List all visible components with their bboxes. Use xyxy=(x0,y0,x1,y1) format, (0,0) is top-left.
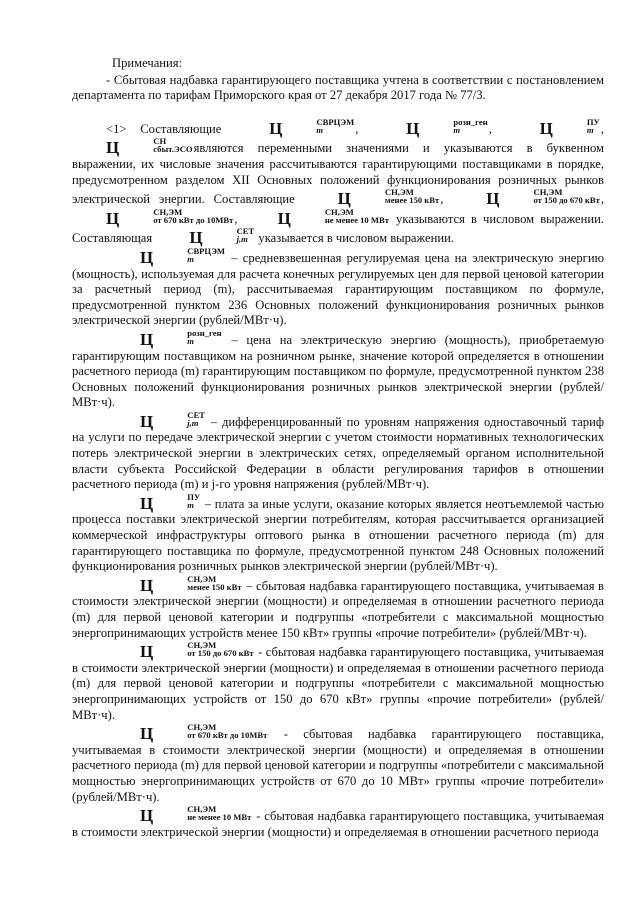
symbol-c-150-to-670: Ц СН,ЭМ от 150 до 670 кВт xyxy=(140,640,254,662)
symbol-c-svrcem: Ц СВРЦЭМ m xyxy=(140,245,226,267)
footnote-number: <1> Составляющие xyxy=(106,121,222,136)
definition-set: Ц СЕТ j,m – дифференцированный по уровням напряжения одноставочный тариф на услуги по передаче электрической энергии с учетом стоимости нормативных технологических потерь электрической энергии в электрических сетях, определяемый органом исполнительной власти субъекта Российской Федерации в области регулирования тарифов в отношении расчетного периода (m) и j-го уровня напряжения (рублей/МВт·ч). xyxy=(72,409,604,492)
symbol-c-not-less-10: Ц СН,ЭМ не менее 10 МВт xyxy=(140,804,252,826)
symbol-c-set: Ц СЕТ j,m xyxy=(189,226,255,248)
symbol-c-670-to-10: Ц СН,ЭМ от 670 кВт до 10МВт xyxy=(140,722,268,744)
definition-less-150: Ц СН,ЭМ менее 150 кВт – сбытовая надбавка гарантирующего поставщика, учитываемая в стоимости электрической энергии (мощности) и определяемая в отношении расчетного периода (m) для первой ценовой категории и подгруппы «потребители с максимальной мощностью энергопринимающих устройств менее 150 кВт» группы «прочие потребители» (рублей/МВт·ч). xyxy=(72,573,604,640)
symbol-c-set: Ц СЕТ j,m xyxy=(140,409,205,431)
symbol-c-rozn-gen: Ц розн_ген m xyxy=(406,116,488,138)
notes-title: Примечания: xyxy=(112,56,183,70)
notes-item-1: - Сбытовая надбавка гарантирующего поставщика учтена в соответствии с постановлением департамента по тарифам Приморского края от 27 декабря 2017 года № 77/3. xyxy=(72,72,604,103)
definition-670-to-10: Ц СН,ЭМ от 670 кВт до 10МВт - сбытовая надбавка гарантирующего поставщика, учитываемая в стоимости электрической энергии (мощности) и определяемая в отношении расчетного периода (m) для первой ценовой категории и подгруппы «потребители с максимальной мощностью энергопринимающих устройств от 670 до 10 МВт» группы «прочие потребители» (рублей/МВт·ч). xyxy=(72,722,604,804)
symbol-c-pu: Ц ПУ m xyxy=(539,116,600,138)
symbol-c-svrcem: Ц СВРЦЭМ m xyxy=(269,116,355,138)
symbol-c-less-150: Ц СН,ЭМ менее 150 кВт xyxy=(140,573,242,595)
definition-150-to-670: Ц СН,ЭМ от 150 до 670 кВт - сбытовая надбавка гарантирующего поставщика, учитываемая в стоимости электрической энергии (мощности) и определяемая в отношении расчетного периода (m) для первой ценовой категории и подгруппы «потребители с максимальной мощностью энергопринимающих устройств от 150 до 670 кВт» группы «прочие потребители» (рублей/МВт·ч). xyxy=(72,640,604,722)
symbol-c-150-to-670: Ц СН,ЭМ от 150 до 670 кВт xyxy=(486,187,600,209)
symbol-c-not-less-10: Ц СН,ЭМ не менее 10 МВт xyxy=(277,206,389,228)
symbol-c-pu: Ц ПУ m xyxy=(140,491,201,513)
symbol-c-less-150: Ц СН,ЭМ менее 150 кВт xyxy=(337,187,440,209)
symbol-c-670-to-10: Ц СН,ЭМ от 670 кВт до 10МВт xyxy=(106,206,234,228)
definition-svrcem: Ц СВРЦЭМ m – средневзвешенная регулируемая цена на электрическую энергию (мощность), используемая для расчета конечных регулируемых цен для первой ценовой категории за расчетный период (m), рассчитываемая гарантирующим поставщиком по формуле, предусмотренной пунктом 236 Основных положений функционирования розничных рынков электрической энергии (рублей/МВт·ч). xyxy=(72,245,604,328)
definition-pu: Ц ПУ m – плата за иные услуги, оказание которых является неотъемлемой частью процесса поставки электрической энергии потребителям, которая рассчитывается организацией коммерческой инфраструктуры оптового рынка в отношении расчетного периода (m) для гарантирующего поставщика по формуле, предусмотренной пунктом 248 Основных положений функционирования розничных рынков электрической энергии (рублей/МВт·ч). xyxy=(72,491,604,574)
symbol-c-sn-sbyt-eso: Ц СН сбыт.ЭСО xyxy=(106,136,193,158)
symbol-c-rozn-gen: Ц розн_ген m xyxy=(140,327,222,349)
definition-not-less-10: Ц СН,ЭМ не менее 10 МВт - сбытовая надбавка гарантирующего поставщика, учитываемая в стоимости электрической энергии (мощности) и определяемая в отношении расчетного периода xyxy=(72,804,604,839)
definition-rozn-gen: Ц розн_ген m – цена на электрическую энергию (мощность), приобретаемую гарантирующим поставщиком на розничном рынке, значение которой определяется в отношении расчетного периода (m) гарантирующим поставщиком по формуле, предусмотренной пунктом 238 Основных положений функционирования розничных рынков электрической энергии (рублей/МВт·ч). xyxy=(72,327,604,410)
spacer xyxy=(72,104,604,118)
footnote-1: <1> Составляющие Ц СВРЦЭМ m , Ц розн_ген m , Ц ПУ m , Ц СН сбыт.ЭСО являются переменными значениями и указываются в буквенном выражении, их числовые значения рассчитываются гарантирующими поставщиками в порядке, предусмотренном разделом XII Основных положений функционирования розничных рынков электрической энергии. Составляющие Ц СН,ЭМ менее 150 кВт , Ц СН,ЭМ от 150 до 670 кВт , Ц СН,ЭМ от 670 кВт до 10МВт , Ц СН,ЭМ не менее 10 МВт указываются в числовом выражении. Составляющая Ц СЕТ j,m указывается в числовом выражении. xyxy=(72,116,604,248)
